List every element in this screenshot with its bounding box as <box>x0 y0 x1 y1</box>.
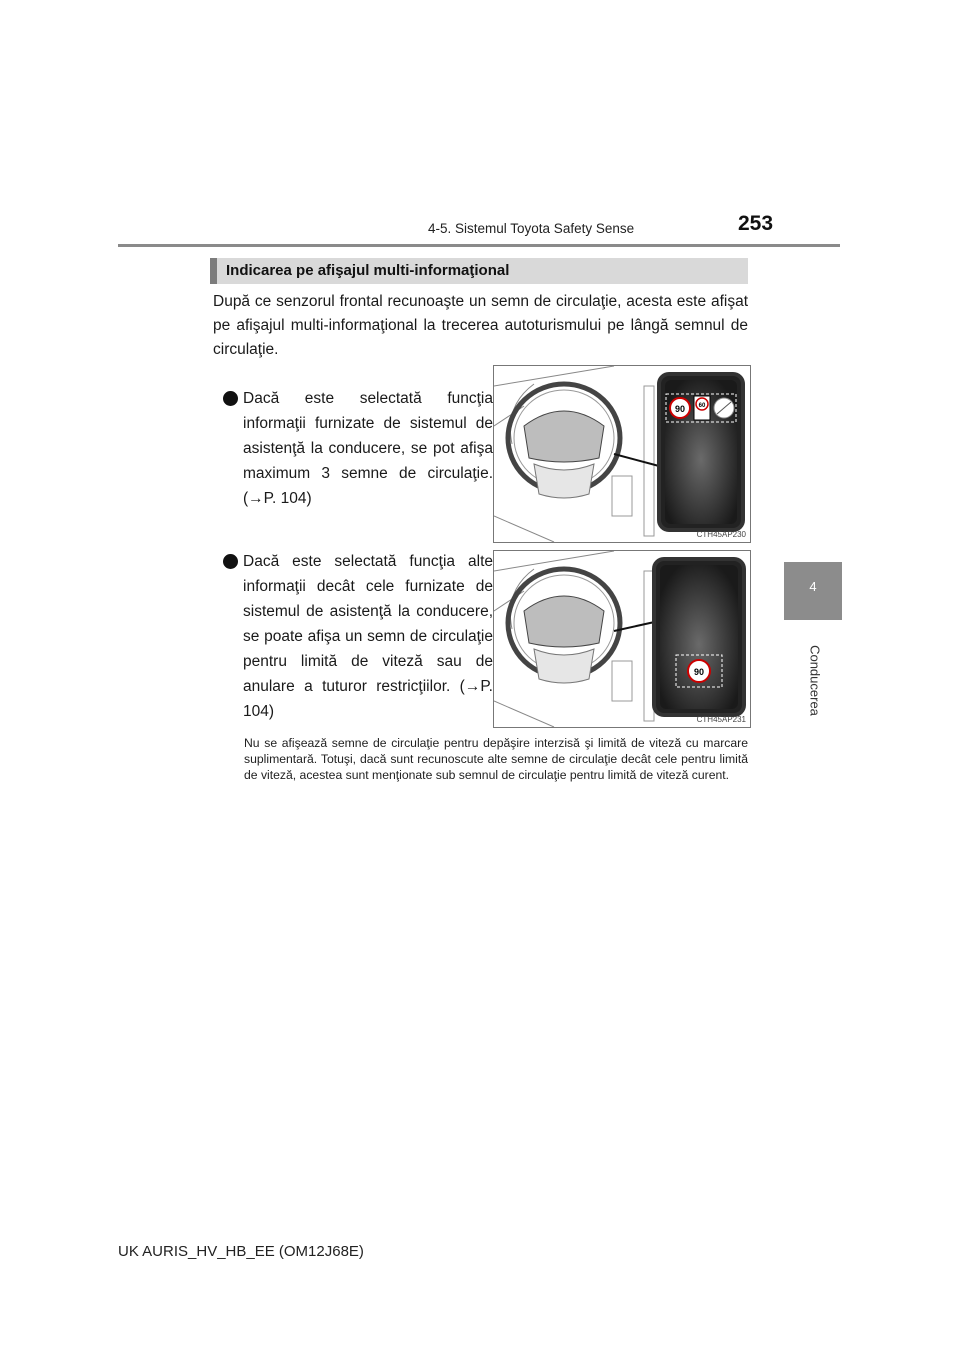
sign-60: 60 <box>698 403 706 409</box>
section-heading-bar <box>210 258 748 284</box>
dashboard-illustration <box>494 551 750 727</box>
bullet-dot-icon <box>223 391 238 406</box>
footer-model-code: UK AURIS_HV_HB_EE (OM12J68E) <box>118 1243 364 1260</box>
figure-dashboard-speed-limit <box>493 550 751 728</box>
bullet-text: Dacă este selectată funcţia informaţii furnizate de sistemul de asistenţă la conducere, se pot afişa maximum 3 semne de circulaţie. (→P. 104) <box>243 390 493 507</box>
chapter-tab-label: Conducerea <box>807 645 823 716</box>
header-rule <box>118 244 840 247</box>
figure-dashboard-three-signs <box>493 365 751 543</box>
running-header-section: 4-5. Sistemul Toyota Safety Sense <box>428 221 635 236</box>
chapter-tab-number: 4 <box>809 579 817 594</box>
section-heading-title: Indicarea pe afişajul multi-informaţional <box>226 262 510 279</box>
figure-code: CTH45AP231 <box>696 715 746 724</box>
section-heading-accent <box>210 258 217 284</box>
bullet-text: Dacă este selectată funcţia alte informaţii decât cele furnizate de sistemul de asistenţă la conducere, se poate afişa un semn de circulaţie pentru limită de viteză sau de anulare a tuturor restricţiilor. (→P. 104) <box>243 553 493 720</box>
dashboard-illustration <box>494 366 750 542</box>
sign-90: 90 <box>693 667 705 677</box>
figure-code: CTH45AP230 <box>696 530 746 539</box>
intro-paragraph: După ce senzorul frontal recunoaşte un semn de circulaţie, acesta este afişat pe afişajul multi-informaţional la trecerea autoturismului pe lângă semnul de circulaţie. <box>213 293 748 358</box>
note-paragraph: Nu se afişează semne de circulaţie pentru depăşire interzisă şi limită de viteză cu marcare suplimentară. Totuşi, dacă sunt recunoscute alte semne de circulaţie decât cele pentru limită de viteză, acestea sunt menţionate sub semnul de circulaţie pentru limită de viteză curent. <box>244 736 748 782</box>
chapter-tab <box>784 562 842 620</box>
sign-90: 90 <box>674 404 686 414</box>
page-number: 253 <box>738 212 774 235</box>
bullet-dot-icon <box>223 554 238 569</box>
